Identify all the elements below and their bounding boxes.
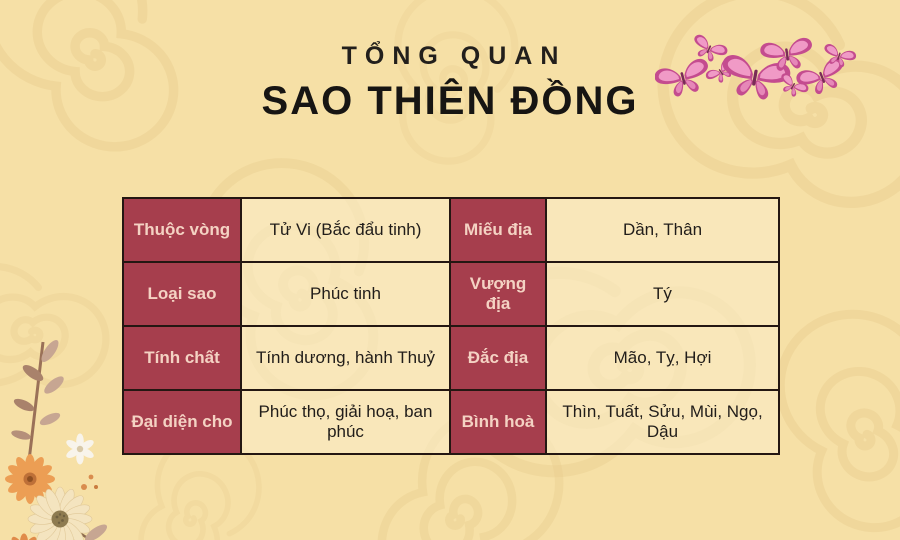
row-label: Bình hoà xyxy=(450,390,546,454)
row-label: Loại sao xyxy=(123,262,241,326)
row-label: Đắc địa xyxy=(450,326,546,390)
row-label: Đại diện cho xyxy=(123,390,241,454)
row-label: Vượng địa xyxy=(450,262,546,326)
row-label: Thuộc vòng xyxy=(123,198,241,262)
row-value: Tính dương, hành Thuỷ xyxy=(241,326,450,390)
table-row xyxy=(123,198,779,262)
row-label: Tính chất xyxy=(123,326,241,390)
row-value: Tý xyxy=(546,262,779,326)
overview-table xyxy=(122,197,780,455)
page-subtitle: TỔNG QUAN xyxy=(341,42,567,70)
table-row xyxy=(123,326,779,390)
row-label: Miếu địa xyxy=(450,198,546,262)
table-row xyxy=(123,262,779,326)
flower-bouquet-icon xyxy=(4,337,126,540)
row-value: Mão, Tỵ, Hợi xyxy=(546,326,779,390)
row-value: Tử Vi (Bắc đẩu tinh) xyxy=(241,198,450,262)
table-row xyxy=(123,390,779,454)
row-value: Thìn, Tuất, Sửu, Mùi, Ngọ, Dậu xyxy=(546,390,779,454)
row-value: Dần, Thân xyxy=(546,198,779,262)
row-value: Phúc thọ, giải hoạ, ban phúc xyxy=(241,390,450,454)
row-value: Phúc tinh xyxy=(241,262,450,326)
header xyxy=(0,42,900,124)
page-title: SAO THIÊN ĐỒNG xyxy=(261,79,639,123)
